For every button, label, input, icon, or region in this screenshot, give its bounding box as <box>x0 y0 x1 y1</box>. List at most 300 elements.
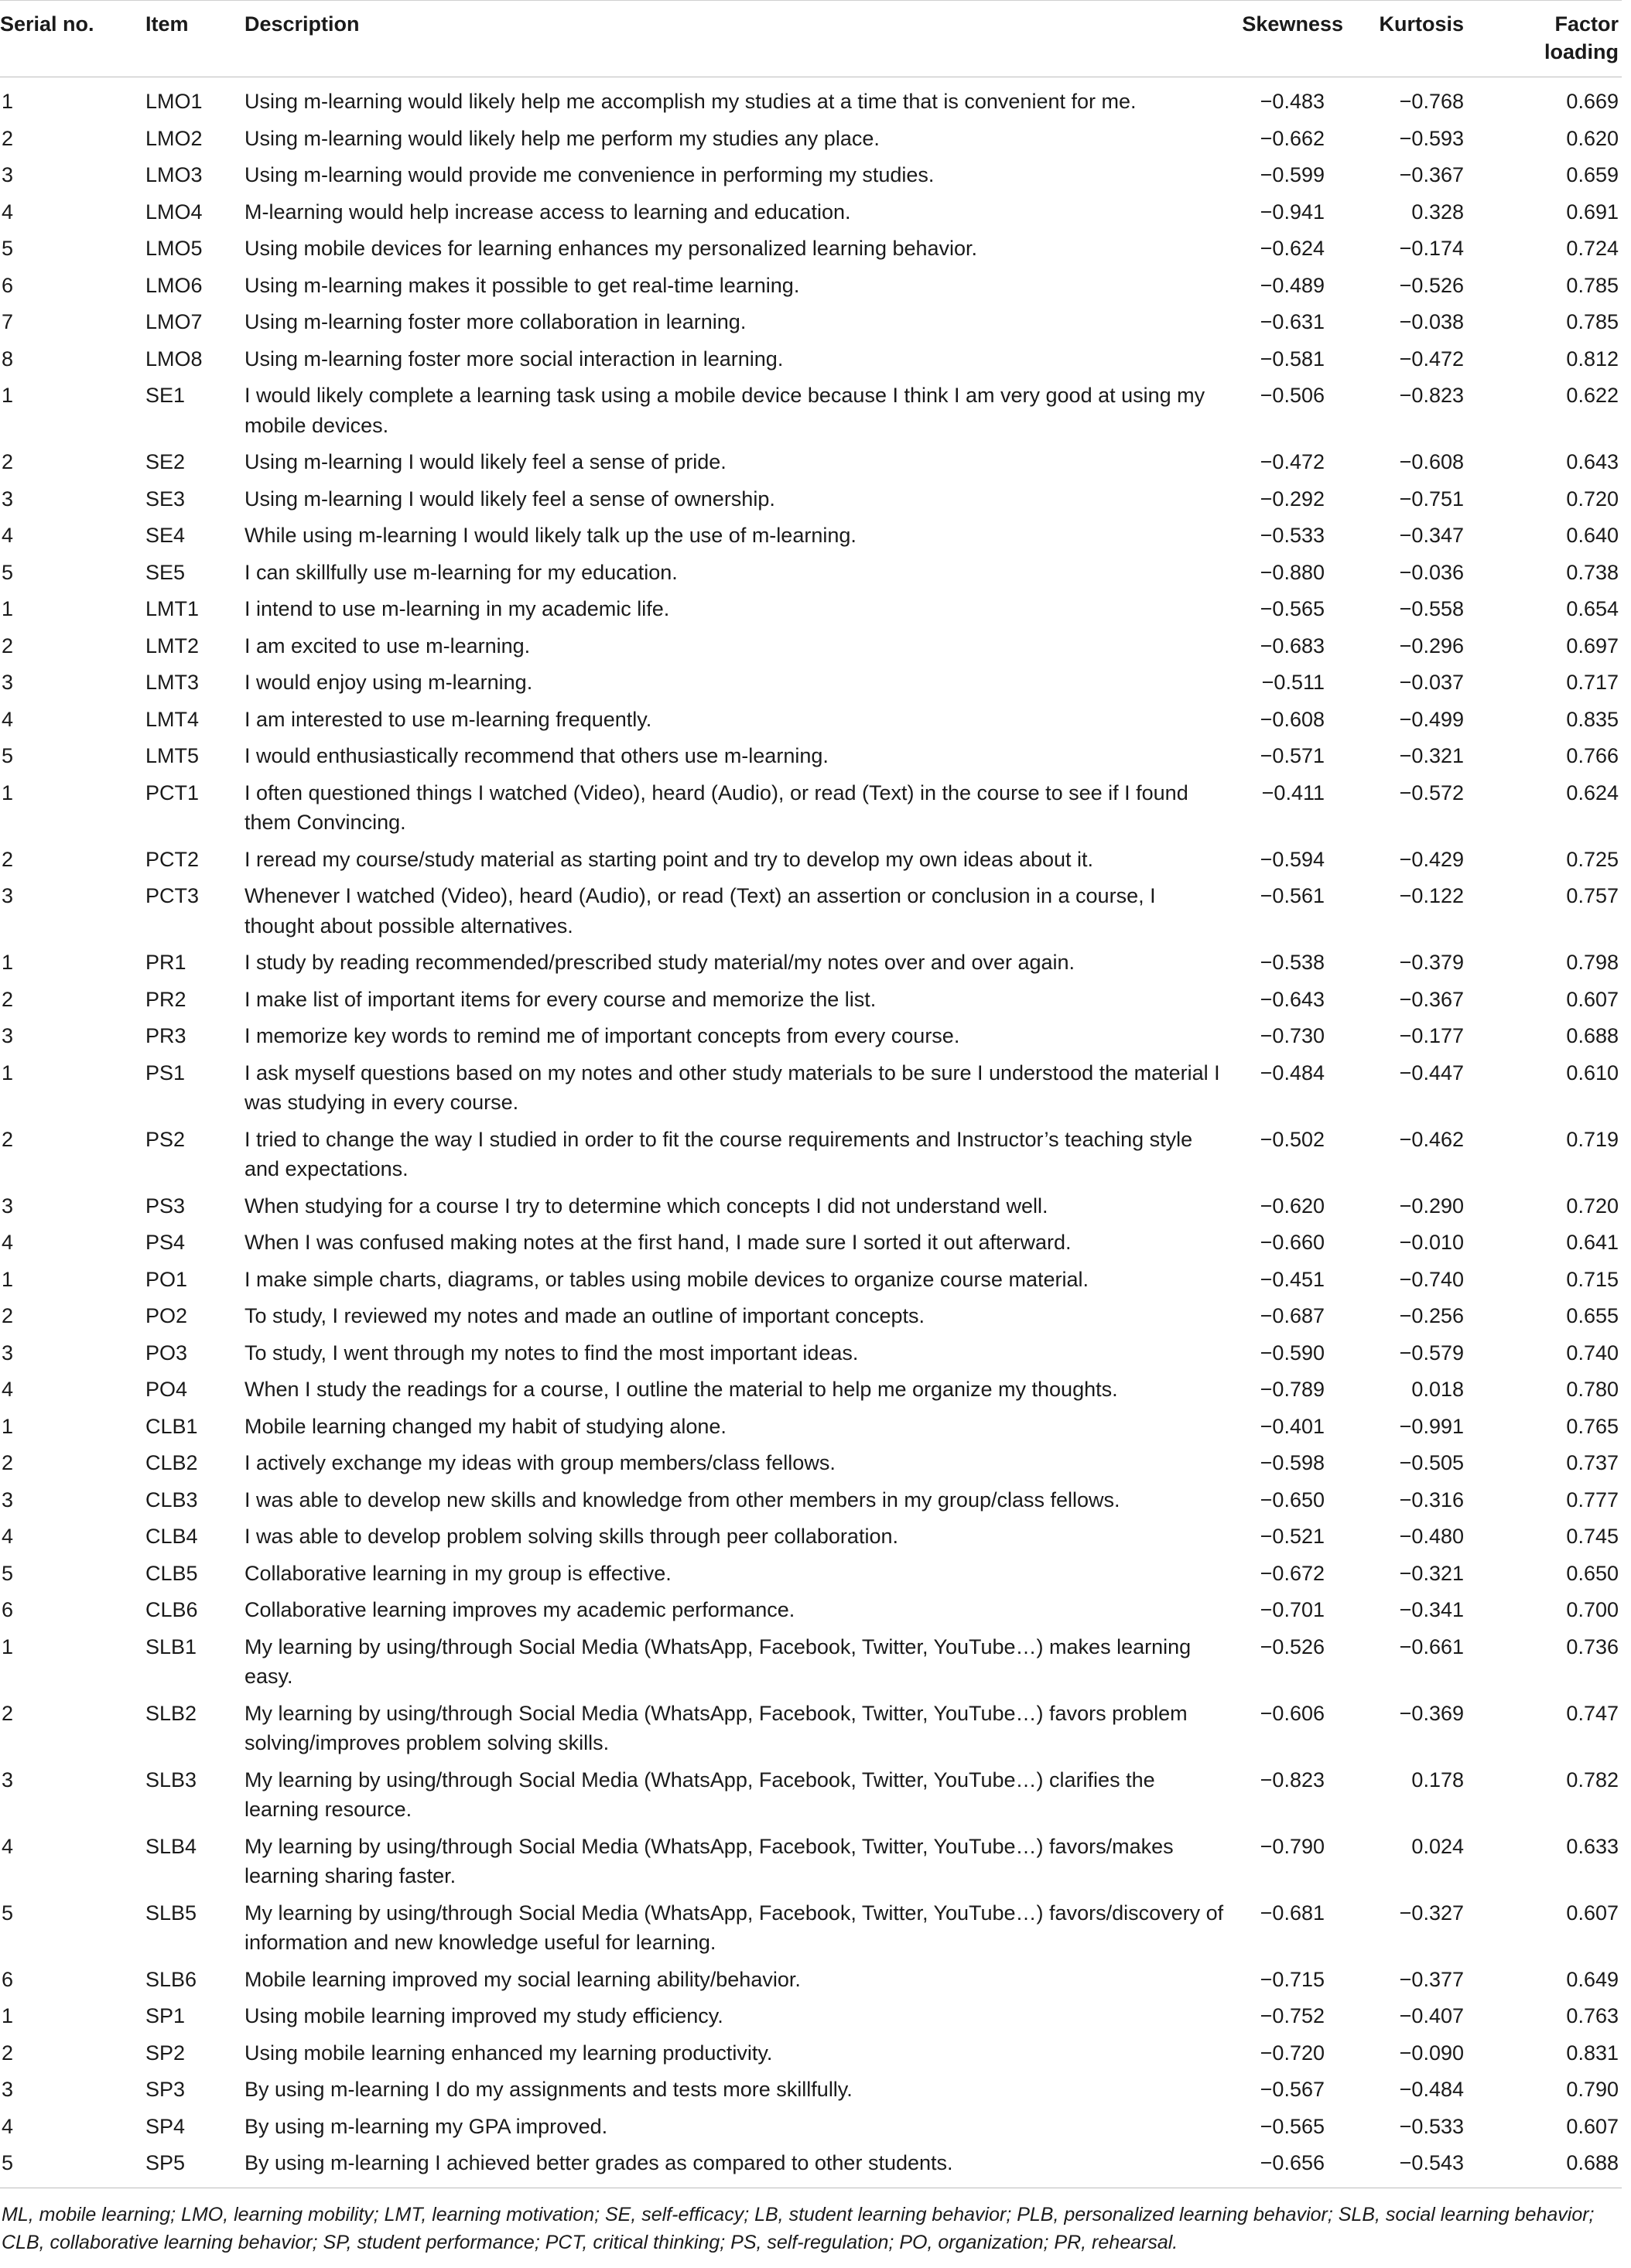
table-row <box>0 1261 1622 1298</box>
kurtosis-cell: −0.036 <box>1399 560 1464 584</box>
factor-loading-cell: 0.745 <box>1566 1525 1619 1548</box>
skewness-cell: −0.720 <box>1260 2041 1325 2065</box>
factor-loading-cell: 0.720 <box>1566 487 1619 511</box>
table-row <box>0 1555 1622 1592</box>
item-cell: SP5 <box>145 2145 244 2188</box>
serial-cell: 5 <box>2 1901 14 1925</box>
skewness-cell: −0.411 <box>1261 780 1325 804</box>
factor-loading-cell: 0.610 <box>1566 1061 1619 1084</box>
serial-cell: 6 <box>2 1967 14 1991</box>
item-cell: SP4 <box>145 2114 186 2138</box>
skewness-cell: −0.567 <box>1260 2078 1325 2101</box>
item-cell: PS3 <box>145 1194 186 1218</box>
skewness-cell: −0.701 <box>1260 1598 1325 1621</box>
description-cell: I tried to change the way I studied in order to fit the course requirements and Instructor’s teaching style and expectations. <box>244 1127 1193 1180</box>
description-cell: Collaborative learning in my group is effective. <box>244 1561 672 1585</box>
factor-loading-cell: 0.655 <box>1566 1304 1619 1327</box>
header-kurtosis: Kurtosis <box>1343 1 1482 77</box>
serial-cell: 3 <box>2 1194 14 1218</box>
description-cell: I make list of important items for every course and memorize the list. <box>244 987 877 1011</box>
table-row <box>0 377 1622 444</box>
serial-cell: 8 <box>2 347 14 371</box>
description-cell: Using m-learning foster more social interaction in learning. <box>244 347 784 371</box>
description-cell: I am interested to use m-learning frequently. <box>244 707 652 731</box>
skewness-cell: −0.650 <box>1260 1488 1325 1511</box>
table-row <box>0 1761 1622 1828</box>
serial-cell: 1 <box>2 1414 14 1438</box>
skewness-cell: −0.561 <box>1260 884 1325 907</box>
table-row <box>0 444 1622 481</box>
table-header <box>0 1 1622 77</box>
item-cell: LMO8 <box>145 347 203 371</box>
factor-loading-cell: 0.835 <box>1566 707 1619 731</box>
kurtosis-cell: −0.472 <box>1399 347 1464 371</box>
header-description: Description <box>244 1 1235 77</box>
kurtosis-cell: −0.327 <box>1399 1901 1464 1925</box>
factor-loading-cell: 0.649 <box>1566 1967 1619 1991</box>
kurtosis-cell: −0.593 <box>1399 126 1464 150</box>
factor-loading-cell: 0.640 <box>1566 524 1619 547</box>
serial-cell: 3 <box>2 884 14 907</box>
serial-cell: 3 <box>2 1024 14 1047</box>
table-row <box>0 2108 1622 2145</box>
kurtosis-cell: −0.177 <box>1399 1024 1464 1047</box>
skewness-cell: −0.598 <box>1260 1451 1325 1474</box>
skewness-cell: −0.672 <box>1260 1561 1325 1585</box>
factor-loading-cell: 0.738 <box>1566 560 1619 584</box>
factor-loading-cell: 0.688 <box>1482 2145 1622 2188</box>
item-cell: PR1 <box>145 951 186 974</box>
kurtosis-cell: −0.010 <box>1399 1231 1464 1254</box>
item-cell: SLB3 <box>145 1768 197 1792</box>
skewness-cell: −0.581 <box>1260 347 1325 371</box>
table-row <box>0 267 1622 304</box>
serial-cell: 1 <box>2 90 14 113</box>
serial-cell: 2 <box>2 450 14 473</box>
kurtosis-cell: −0.256 <box>1399 1304 1464 1327</box>
description-cell: Using m-learning makes it possible to get real-time learning. <box>244 273 800 297</box>
description-cell: I actively exchange my ideas with group members/class fellows. <box>244 1451 836 1474</box>
serial-cell: 5 <box>2 237 14 260</box>
factor-loading-cell: 0.607 <box>1566 987 1619 1011</box>
factor-loading-cell: 0.717 <box>1566 671 1619 694</box>
item-cell: LMT4 <box>145 707 200 731</box>
serial-cell: 2 <box>2 1701 14 1725</box>
skewness-cell: −0.624 <box>1260 237 1325 260</box>
table-row <box>0 1894 1622 1961</box>
table-row <box>0 841 1622 878</box>
factor-loading-cell: 0.715 <box>1566 1267 1619 1291</box>
skewness-cell: −0.571 <box>1260 744 1325 767</box>
item-cell: SLB1 <box>145 1634 197 1658</box>
factor-loading-cell: 0.607 <box>1566 2114 1619 2138</box>
serial-cell: 1 <box>2 384 14 407</box>
kurtosis-cell: −0.037 <box>1399 671 1464 694</box>
factor-loading-cell: 0.763 <box>1566 2004 1619 2027</box>
table-row <box>0 627 1622 664</box>
item-cell: PR3 <box>145 1024 186 1047</box>
description-cell: My learning by using/through Social Media (WhatsApp, Facebook, Twitter, YouTube…) favors problem solving/improves problem solving skills. <box>244 1701 1188 1754</box>
factor-loading-cell: 0.785 <box>1566 310 1619 333</box>
description-cell: I ask myself questions based on my notes and other study materials to be sure I understood the material I was studying in every course. <box>244 1061 1220 1114</box>
kurtosis-cell: 0.018 <box>1411 1378 1464 1401</box>
table-row <box>0 981 1622 1018</box>
skewness-cell: −0.823 <box>1260 1768 1325 1792</box>
factor-loading-cell: 0.624 <box>1566 780 1619 804</box>
skewness-cell: −0.880 <box>1260 560 1325 584</box>
serial-cell: 2 <box>2 1451 14 1474</box>
table-row <box>0 1628 1622 1695</box>
kurtosis-cell: −0.090 <box>1399 2041 1464 2065</box>
item-cell: CLB4 <box>145 1525 198 1548</box>
skewness-cell: −0.565 <box>1260 597 1325 620</box>
skewness-cell: −0.683 <box>1260 634 1325 658</box>
serial-cell: 1 <box>2 1267 14 1291</box>
serial-cell: 4 <box>2 1378 14 1401</box>
item-cell: PO1 <box>145 1267 188 1291</box>
item-cell: SE4 <box>145 524 186 547</box>
description-cell: Using mobile devices for learning enhances my personalized learning behavior. <box>244 237 978 260</box>
table-row <box>0 738 1622 775</box>
table-row <box>0 1998 1622 2035</box>
description-cell: When studying for a course I try to determine which concepts I did not understand well. <box>244 1194 1048 1218</box>
item-cell: LMO2 <box>145 126 203 150</box>
kurtosis-cell: −0.347 <box>1399 524 1464 547</box>
serial-cell: 2 <box>2 1304 14 1327</box>
kurtosis-cell: −0.367 <box>1399 163 1464 186</box>
item-cell: PS1 <box>145 1061 186 1084</box>
skewness-cell: −0.599 <box>1260 163 1325 186</box>
serial-cell: 3 <box>2 2078 14 2101</box>
factor-loading-cell: 0.790 <box>1566 2078 1619 2101</box>
item-cell: SLB4 <box>145 1834 197 1858</box>
kurtosis-cell: −0.429 <box>1399 847 1464 871</box>
serial-cell: 1 <box>2 1061 14 1084</box>
serial-cell: 3 <box>2 1341 14 1365</box>
skewness-cell: −0.715 <box>1260 1967 1325 1991</box>
description-cell: I would enjoy using m-learning. <box>244 671 533 694</box>
kurtosis-cell: −0.768 <box>1399 90 1464 113</box>
kurtosis-cell: −0.367 <box>1399 987 1464 1011</box>
kurtosis-cell: −0.823 <box>1399 384 1464 407</box>
kurtosis-cell: −0.608 <box>1399 450 1464 473</box>
serial-cell: 5 <box>2 1561 14 1585</box>
item-cell: LMO6 <box>145 273 203 297</box>
item-cell: PO2 <box>145 1304 188 1327</box>
description-cell: Using m-learning foster more collaboration in learning. <box>244 310 747 333</box>
description-cell: Using m-learning I would likely feel a sense of pride. <box>244 450 727 473</box>
table-row <box>0 1187 1622 1225</box>
item-cell: LMO5 <box>145 237 203 260</box>
kurtosis-cell: −0.122 <box>1399 884 1464 907</box>
description-cell: My learning by using/through Social Media (WhatsApp, Facebook, Twitter, YouTube…) favors/discovery of information and new knowledge useful for learning. <box>244 1901 1224 1954</box>
table-row <box>0 1298 1622 1335</box>
skewness-cell: −0.521 <box>1260 1525 1325 1548</box>
kurtosis-cell: −0.296 <box>1399 634 1464 658</box>
description-cell: I make simple charts, diagrams, or tables using mobile devices to organize course material. <box>244 1267 1089 1291</box>
table-row <box>0 1828 1622 1894</box>
description-cell: I often questioned things I watched (Video), heard (Audio), or read (Text) in the course to see if I found them Convincing. <box>244 780 1188 834</box>
serial-cell: 1 <box>2 2004 14 2027</box>
description-cell: M-learning would help increase access to learning and education. <box>244 200 851 224</box>
description-cell: Using m-learning would likely help me accomplish my studies at a time that is convenient for me. <box>244 90 1137 113</box>
item-cell: LMT2 <box>145 634 200 658</box>
factor-loading-cell: 0.740 <box>1566 1341 1619 1365</box>
description-cell: When I study the readings for a course, I outline the material to help me organize my thoughts. <box>244 1378 1118 1401</box>
table-row <box>0 1334 1622 1371</box>
item-cell: SE2 <box>145 450 186 473</box>
description-cell: Collaborative learning improves my academic performance. <box>244 1598 795 1621</box>
factor-loading-cell: 0.782 <box>1566 1768 1619 1792</box>
serial-cell: 4 <box>2 707 14 731</box>
item-cell: CLB1 <box>145 1414 198 1438</box>
description-cell: I can skillfully use m-learning for my education. <box>244 560 678 584</box>
description-cell: My learning by using/through Social Media (WhatsApp, Facebook, Twitter, YouTube…) favors/makes learning sharing faster. <box>244 1834 1174 1887</box>
header-row <box>0 1 1622 77</box>
kurtosis-cell: −0.407 <box>1399 2004 1464 2027</box>
table-row <box>0 944 1622 982</box>
kurtosis-cell: −0.991 <box>1399 1414 1464 1438</box>
factor-loading-cell: 0.654 <box>1566 597 1619 620</box>
header-serial: Serial no. <box>0 1 145 77</box>
factor-loading-cell: 0.643 <box>1566 450 1619 473</box>
description-cell: My learning by using/through Social Media (WhatsApp, Facebook, Twitter, YouTube…) makes learning easy. <box>244 1634 1192 1688</box>
serial-cell: 6 <box>2 273 14 297</box>
kurtosis-cell: −0.290 <box>1399 1194 1464 1218</box>
kurtosis-cell: −0.174 <box>1399 237 1464 260</box>
factor-loading-cell: 0.719 <box>1566 1127 1619 1151</box>
item-cell: PCT1 <box>145 780 200 804</box>
description-cell: I was able to develop problem solving skills through peer collaboration. <box>244 1525 898 1548</box>
table-row <box>0 517 1622 555</box>
skewness-cell: −0.660 <box>1260 1231 1325 1254</box>
serial-cell: 5 <box>0 2145 145 2188</box>
skewness-cell: −0.643 <box>1260 987 1325 1011</box>
table-row <box>0 1445 1622 1482</box>
skewness-cell: −0.606 <box>1260 1701 1325 1725</box>
serial-cell: 2 <box>2 987 14 1011</box>
kurtosis-cell: 0.024 <box>1411 1834 1464 1858</box>
header-factor-loading <box>1482 1 1622 77</box>
skewness-cell: −0.483 <box>1260 90 1325 113</box>
serial-cell: 4 <box>2 2114 14 2138</box>
description-cell: I study by reading recommended/prescribed study material/my notes over and over again. <box>244 951 1075 974</box>
skewness-cell: −0.502 <box>1260 1127 1325 1151</box>
factor-loading-cell: 0.620 <box>1566 126 1619 150</box>
factor-loading-cell: 0.669 <box>1566 90 1619 113</box>
table-footnote: ML, mobile learning; LMO, learning mobility; LMT, learning motivation; SE, self-efficacy; LB, student learning behavior; PLB, personalized learning behavior; SLB, social learning behavior; CLB, collaborative learning behavior; SP, student performance; PCT, critical thinking; PS, self-regulation; PO, organization; PR, rehearsal. <box>2 2203 1595 2253</box>
table-row <box>0 1121 1622 1187</box>
factor-loading-cell: 0.765 <box>1566 1414 1619 1438</box>
kurtosis-cell: −0.480 <box>1399 1525 1464 1548</box>
skewness-cell: −0.752 <box>1260 2004 1325 2027</box>
table-row <box>0 2034 1622 2072</box>
skewness-cell: −0.789 <box>1260 1378 1325 1401</box>
table-row <box>0 480 1622 517</box>
skewness-cell: −0.526 <box>1260 1634 1325 1658</box>
item-cell: SP2 <box>145 2041 186 2065</box>
item-cell: PO3 <box>145 1341 188 1365</box>
serial-cell: 2 <box>2 847 14 871</box>
kurtosis-cell: −0.379 <box>1399 951 1464 974</box>
kurtosis-cell: −0.505 <box>1399 1451 1464 1474</box>
description-cell: Mobile learning improved my social learning ability/behavior. <box>244 1967 801 1991</box>
item-cell: CLB5 <box>145 1561 198 1585</box>
skewness-cell: −0.656 <box>1235 2145 1343 2188</box>
description-cell: I reread my course/study material as starting point and try to develop my own ideas about it. <box>244 847 1094 871</box>
serial-cell: 1 <box>2 780 14 804</box>
kurtosis-cell: −0.038 <box>1399 310 1464 333</box>
serial-cell: 5 <box>2 560 14 584</box>
description-cell: Using mobile learning enhanced my learning productivity. <box>244 2041 773 2065</box>
skewness-cell: −0.662 <box>1260 126 1325 150</box>
skewness-cell: −0.790 <box>1260 1834 1325 1858</box>
item-cell: LMT5 <box>145 744 200 767</box>
factor-loading-cell: 0.831 <box>1566 2041 1619 2065</box>
kurtosis-cell: 0.328 <box>1411 200 1464 224</box>
item-cell: SLB5 <box>145 1901 197 1925</box>
serial-cell: 2 <box>2 126 14 150</box>
table-row <box>0 591 1622 628</box>
factor-loading-cell: 0.737 <box>1566 1451 1619 1474</box>
table-row <box>0 120 1622 157</box>
kurtosis-cell: −0.740 <box>1399 1267 1464 1291</box>
serial-cell: 1 <box>2 597 14 620</box>
description-cell: To study, I reviewed my notes and made an outline of important concepts. <box>244 1304 925 1327</box>
factor-loading-cell: 0.641 <box>1566 1231 1619 1254</box>
skewness-cell: −0.941 <box>1260 200 1325 224</box>
kurtosis-cell: −0.543 <box>1343 2145 1482 2188</box>
serial-cell: 2 <box>2 2041 14 2065</box>
serial-cell: 5 <box>2 744 14 767</box>
description-cell: Using m-learning I would likely feel a sense of ownership. <box>244 487 775 511</box>
serial-cell: 3 <box>2 1488 14 1511</box>
table-row <box>0 878 1622 944</box>
item-cell: LMO3 <box>145 163 203 186</box>
description-cell: Mobile learning changed my habit of studying alone. <box>244 1414 727 1438</box>
kurtosis-cell: −0.484 <box>1399 2078 1464 2101</box>
factor-loading-cell: 0.798 <box>1566 951 1619 974</box>
kurtosis-cell: −0.499 <box>1399 707 1464 731</box>
factor-loading-cell: 0.622 <box>1566 384 1619 407</box>
skewness-cell: −0.511 <box>1261 671 1325 694</box>
serial-cell: 1 <box>2 951 14 974</box>
item-cell: LMT1 <box>145 597 200 620</box>
description-cell: To study, I went through my notes to find the most important ideas. <box>244 1341 859 1365</box>
item-cell: PCT2 <box>145 847 200 871</box>
serial-cell: 3 <box>2 163 14 186</box>
table-row <box>0 1481 1622 1518</box>
serial-cell: 2 <box>2 1127 14 1151</box>
serial-cell: 4 <box>2 524 14 547</box>
skewness-cell: −0.292 <box>1260 487 1325 511</box>
factor-loading-cell: 0.607 <box>1566 1901 1619 1925</box>
serial-cell: 4 <box>2 1231 14 1254</box>
table-row <box>0 1961 1622 1998</box>
description-cell: When I was confused making notes at the first hand, I made sure I sorted it out afterward. <box>244 1231 1072 1254</box>
table-row <box>0 1518 1622 1556</box>
serial-cell: 3 <box>2 671 14 694</box>
item-cell: PO4 <box>145 1378 188 1401</box>
item-cell: LMT3 <box>145 671 200 694</box>
factor-loading-cell: 0.697 <box>1566 634 1619 658</box>
table-row <box>0 554 1622 591</box>
kurtosis-cell: −0.572 <box>1399 780 1464 804</box>
header-factor-loading-label: Factor loading <box>1544 12 1619 63</box>
description-cell: I intend to use m-learning in my academic life. <box>244 597 670 620</box>
skewness-cell: −0.538 <box>1260 951 1325 974</box>
skewness-cell: −0.472 <box>1260 450 1325 473</box>
table-row <box>0 193 1622 231</box>
skewness-cell: −0.506 <box>1260 384 1325 407</box>
header-item: Item <box>145 1 244 77</box>
table-row <box>0 157 1622 194</box>
factor-loading-cell: 0.766 <box>1566 744 1619 767</box>
skewness-cell: −0.590 <box>1260 1341 1325 1365</box>
description-cell: I am excited to use m-learning. <box>244 634 531 658</box>
table-row <box>0 1371 1622 1409</box>
factor-loading-cell: 0.720 <box>1566 1194 1619 1218</box>
kurtosis-cell: −0.316 <box>1399 1488 1464 1511</box>
serial-cell: 6 <box>2 1598 14 1621</box>
description-cell: I memorize key words to remind me of important concepts from every course. <box>244 1024 960 1047</box>
description-cell: I was able to develop new skills and knowledge from other members in my group/class fellows. <box>244 1488 1120 1511</box>
skewness-cell: −0.681 <box>1260 1901 1325 1925</box>
kurtosis-cell: −0.321 <box>1399 744 1464 767</box>
kurtosis-cell: −0.579 <box>1399 1341 1464 1365</box>
factor-loading-cell: 0.777 <box>1566 1488 1619 1511</box>
item-cell: LMO4 <box>145 200 203 224</box>
item-cell: PS2 <box>145 1127 186 1151</box>
skewness-cell: −0.730 <box>1260 1024 1325 1047</box>
description-cell: While using m-learning I would likely talk up the use of m-learning. <box>244 524 857 547</box>
kurtosis-cell: −0.341 <box>1399 1598 1464 1621</box>
skewness-cell: −0.620 <box>1260 1194 1325 1218</box>
description-cell: I would likely complete a learning task using a mobile device because I think I am very good at using my mobile devices. <box>244 384 1205 437</box>
kurtosis-cell: −0.533 <box>1399 2114 1464 2138</box>
skewness-cell: −0.533 <box>1260 524 1325 547</box>
description-cell: Using m-learning would provide me convenience in performing my studies. <box>244 163 935 186</box>
skewness-cell: −0.608 <box>1260 707 1325 731</box>
factor-loading-cell: 0.736 <box>1566 1634 1619 1658</box>
kurtosis-cell: −0.321 <box>1399 1561 1464 1585</box>
description-cell: I would enthusiastically recommend that others use m-learning. <box>244 744 829 767</box>
item-cell: SP3 <box>145 2078 186 2101</box>
factor-loading-cell: 0.812 <box>1566 347 1619 371</box>
item-cell: SE1 <box>145 384 186 407</box>
kurtosis-cell: −0.377 <box>1399 1967 1464 1991</box>
item-cell: SLB6 <box>145 1967 197 1991</box>
kurtosis-cell: −0.462 <box>1399 1127 1464 1151</box>
factor-loading-cell: 0.688 <box>1566 1024 1619 1047</box>
table-row <box>0 77 1622 121</box>
kurtosis-cell: 0.178 <box>1411 1768 1464 1792</box>
skewness-cell: −0.484 <box>1260 1061 1325 1084</box>
kurtosis-cell: −0.751 <box>1399 487 1464 511</box>
factor-loading-cell: 0.633 <box>1566 1834 1619 1858</box>
item-cell: LMO7 <box>145 310 203 333</box>
item-cell: PR2 <box>145 987 186 1011</box>
item-cell: SLB2 <box>145 1701 197 1725</box>
table-row <box>0 774 1622 841</box>
table-row <box>0 1054 1622 1121</box>
factor-loading-cell: 0.724 <box>1566 237 1619 260</box>
item-cell: SP1 <box>145 2004 186 2027</box>
skewness-cell: −0.687 <box>1260 1304 1325 1327</box>
factor-loading-cell: 0.785 <box>1566 273 1619 297</box>
skewness-cell: −0.451 <box>1260 1267 1325 1291</box>
item-cell: PS4 <box>145 1231 186 1254</box>
